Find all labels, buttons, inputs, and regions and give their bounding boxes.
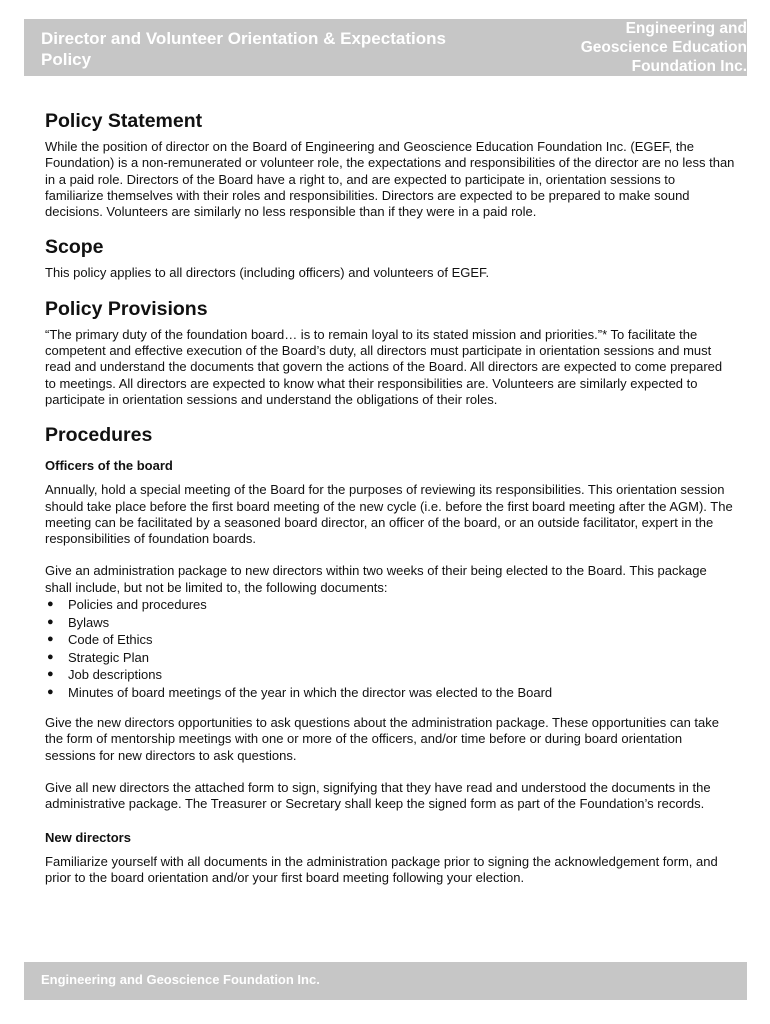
procedures-section xyxy=(45,422,735,886)
policy-statement-heading: Policy Statement xyxy=(45,110,203,132)
org-line-3: Foundation Inc. xyxy=(631,58,747,75)
policy-provisions-heading: Policy Provisions xyxy=(45,297,208,320)
policy-statement-text: While the position of director on the Board of Engineering and Geoscience Education Foundation Inc. (EGEF, the Foundation) is a non-remunerated or volunteer role, the expectations and responsibilities of the director are no less than in a paid role. Directors of the Board have a right to, and are expected to participate in, orientation sessions to familiarize themselves with their roles and responsibilities. Directors are expected to be prepared to make sound decisions. Volunteers are similarly no less responsible than if they were in a paid role. xyxy=(45,139,735,220)
document-body xyxy=(45,108,735,886)
scope-section xyxy=(45,234,735,281)
list-item: ● Bylaws xyxy=(47,614,110,630)
document-title: Director and Volunteer Orientation & Expectations Policy xyxy=(41,29,446,69)
page-header xyxy=(24,19,747,76)
bullet-icon: ● xyxy=(47,598,54,611)
list-item: ● Policies and procedures xyxy=(47,597,207,613)
officers-paragraph-2: Give an administration package to new directors within two weeks of their being elected to the Board. This package shall include, but not be limited to, the following documents: xyxy=(45,563,707,595)
bullet-icon: ● xyxy=(47,650,54,663)
bullet-icon: ● xyxy=(47,685,54,698)
officers-paragraph-4: Give all new directors the attached form to sign, signifying that they have read and understood the documents in the administrative package. The Treasurer or Secretary shall keep the signed form as part of the Foundation’s records. xyxy=(45,779,711,812)
organization-name xyxy=(537,19,747,76)
list-item: ● Code of Ethics xyxy=(47,632,153,648)
list-item: ● Minutes of board meetings of the year in which the director was elected to the Board xyxy=(47,684,553,700)
list-item: ● Job descriptions xyxy=(47,667,162,683)
officers-paragraph-3: Give the new directors opportunities to ask questions about the administration package. These opportunities can take the form of mentorship meetings with one or more of the officers, and/or time before or during board orientation sessions for new directors to ask questions. xyxy=(45,715,719,763)
policy-provisions-text: “The primary duty of the foundation board… is to remain loyal to its stated mission and priorities.”* To facilitate the competent and effective execution of the Board’s duty, all directors must participate in orientation sessions and must read and understand the documents that govern the actions of the Board. All directors are expected to come prepared to meetings. All directors are expected to know what their responsibilities are. Volunteers are similarly expected to participate in orientation sessions and understand the obligations of their roles. xyxy=(45,326,723,407)
new-directors-paragraph: Familiarize yourself with all documents in the administration package prior to signing the acknowledgement form, and prior to the board orientation and/or your first board meeting following your election. xyxy=(45,853,718,885)
org-line-1: Engineering and xyxy=(625,20,747,37)
procedures-heading: Procedures xyxy=(45,424,153,447)
footer-organization-name: Engineering and Geoscience Foundation Inc. xyxy=(41,972,320,987)
list-item: ● Strategic Plan xyxy=(47,649,149,665)
new-directors-heading: New directors xyxy=(45,829,131,845)
officers-heading: Officers of the board xyxy=(45,458,173,474)
scope-text: This policy applies to all directors (including officers) and volunteers of EGEF. xyxy=(45,265,490,281)
policy-statement-section xyxy=(45,108,735,220)
officers-paragraph-1: Annually, hold a special meeting of the Board for the purposes of reviewing its responsibilities. This orientation session should take place before the first board meeting of the new cycle (i.e. before the first board meeting after the AGM). The meeting can be facilitated by a seasoned board director, an officer of the board, or an outside facilitator, expert in the responsibilities of foundation boards. xyxy=(45,482,733,547)
page-footer xyxy=(24,962,747,1000)
scope-heading: Scope xyxy=(45,236,104,259)
bullet-icon: ● xyxy=(47,633,54,646)
bullet-icon: ● xyxy=(47,668,54,681)
org-line-2: Geoscience Education xyxy=(580,39,747,56)
policy-provisions-section xyxy=(45,296,735,408)
bullet-icon: ● xyxy=(47,615,54,628)
package-documents-list xyxy=(45,596,735,701)
